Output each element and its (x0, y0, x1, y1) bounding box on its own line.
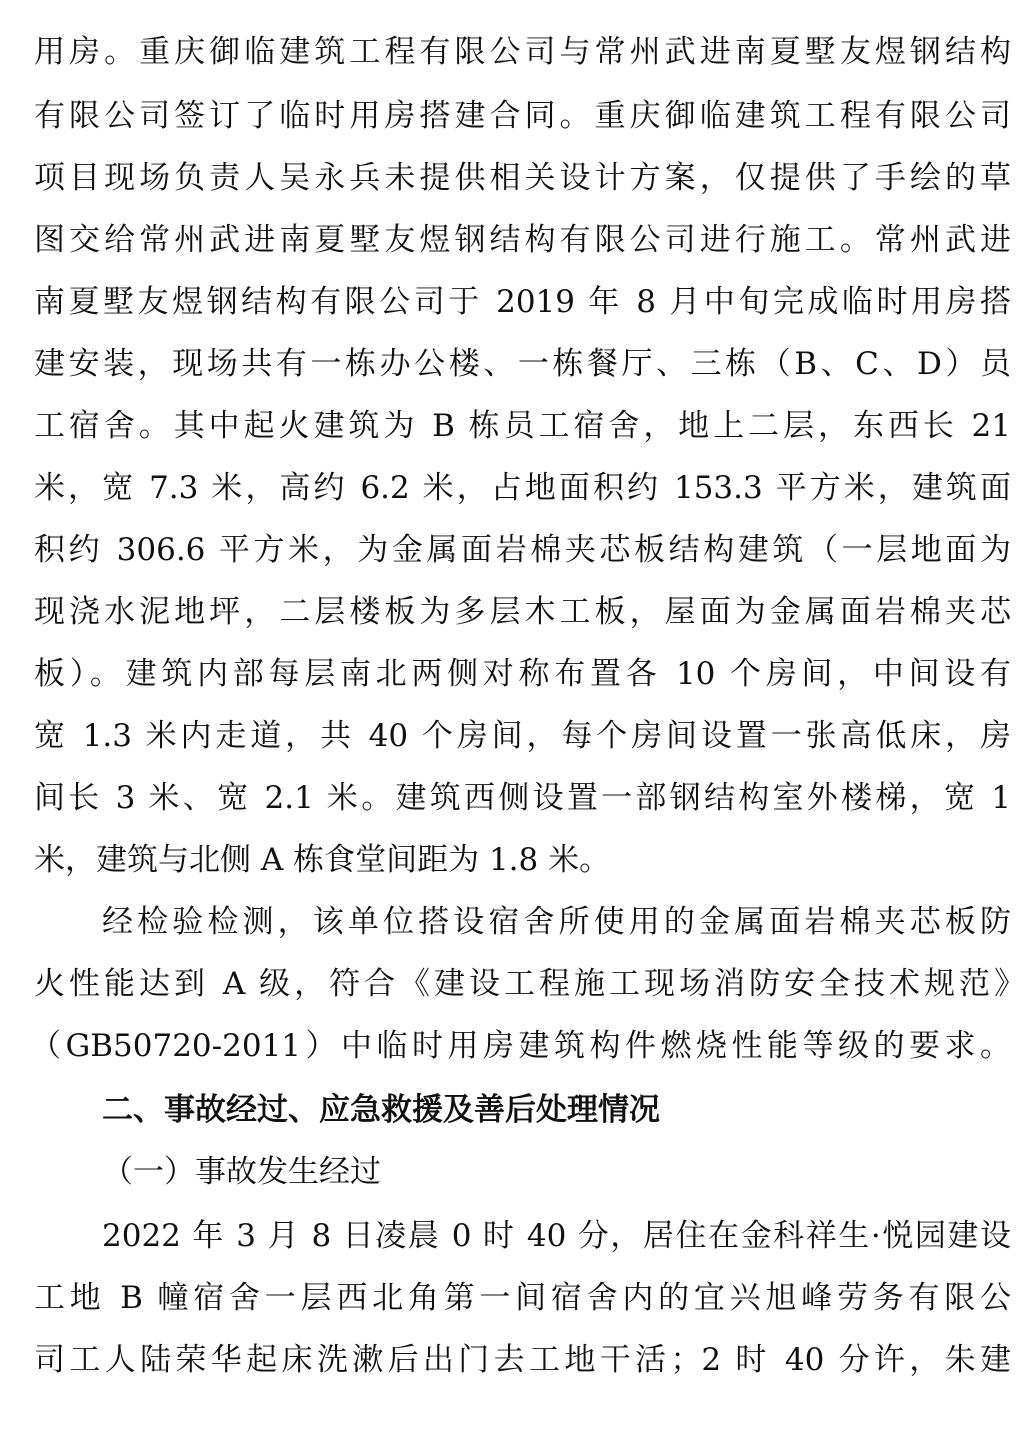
body-text-line: 有限公司签订了临时用房搭建合同。重庆御临建筑工程有限公司 (34, 98, 1011, 134)
body-text-line: （GB50720-2011）中临时用房建筑构件燃烧性能等级的要求。 (30, 1028, 1011, 1064)
section-heading: 二、事故经过、应急救援及善后处理情况 (102, 1092, 660, 1128)
body-text-line: 工宿舍。其中起火建筑为 B 栋员工宿舍，地上二层，东西长 21 (34, 408, 1011, 444)
body-text-line: 用房。重庆御临建筑工程有限公司与常州武进南夏墅友煜钢结构 (34, 34, 1011, 70)
body-text-line: 经检验检测，该单位搭设宿舍所使用的金属面岩棉夹芯板防 (102, 904, 1011, 940)
body-text-line: 工地 B 幢宿舍一层西北角第一间宿舍内的宜兴旭峰劳务有限公 (34, 1280, 1011, 1316)
body-text-line: 司工人陆荣华起床洗漱后出门去工地干活；2 时 40 分许，朱建 (34, 1342, 1011, 1378)
body-text-line: 火性能达到 A 级，符合《建设工程施工现场消防安全技术规范》 (34, 966, 1025, 1002)
body-text-line: 米，宽 7.3 米，高约 6.2 米，占地面积约 153.3 平方米，建筑面 (34, 470, 1011, 506)
body-text-line: 积约 306.6 平方米，为金属面岩棉夹芯板结构建筑（一层地面为 (34, 532, 1011, 568)
body-text-line: 板）。建筑内部每层南北两侧对称布置各 10 个房间，中间设有 (34, 656, 1011, 692)
body-text-line: 现浇水泥地坪，二层楼板为多层木工板，屋面为金属面岩棉夹芯 (34, 594, 1011, 630)
body-text-line: 宽 1.3 米内走道，共 40 个房间，每个房间设置一张高低床，房 (34, 718, 1011, 754)
subsection-heading: （一）事故发生经过 (102, 1154, 381, 1190)
body-text-line: 项目现场负责人吴永兵未提供相关设计方案，仅提供了手绘的草 (34, 160, 1011, 196)
body-text-line: 建安装，现场共有一栋办公楼、一栋餐厅、三栋（B、C、D）员 (34, 346, 1011, 382)
body-text-line: 南夏墅友煜钢结构有限公司于 2019 年 8 月中旬完成临时用房搭 (34, 284, 1011, 320)
body-text-line: 2022 年 3 月 8 日凌晨 0 时 40 分，居住在金科祥生·悦园建设 (102, 1218, 1011, 1254)
body-text-line: 图交给常州武进南夏墅友煜钢结构有限公司进行施工。常州武进 (34, 222, 1011, 258)
body-text-line: 间长 3 米、宽 2.1 米。建筑西侧设置一部钢结构室外楼梯，宽 1 (34, 780, 1011, 816)
body-text-line: 米，建筑与北侧 A 栋食堂间距为 1.8 米。 (34, 842, 611, 878)
